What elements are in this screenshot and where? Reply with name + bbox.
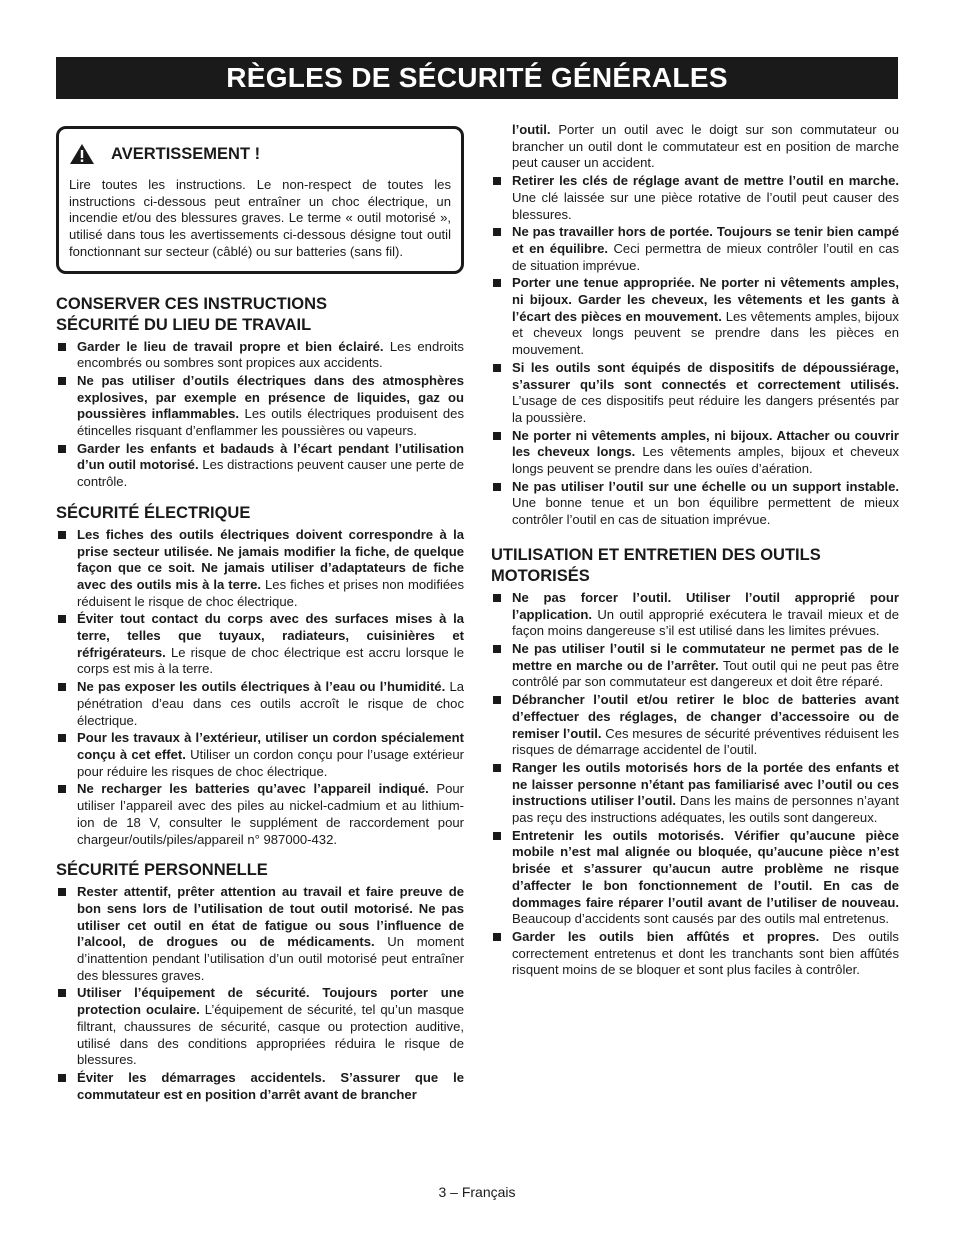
electrical-list	[56, 527, 464, 848]
bullet-square-icon	[58, 343, 66, 351]
item-bold: Utiliser l’équipement de sécurité. Toujours porter une protection oculaire.	[77, 985, 464, 1018]
item-text: Un outil approprié exécutera le travail mieux et de façon moins dangereuse s’il est utilisé dans les limites prévues.	[512, 606, 899, 639]
item-bold: Débrancher l’outil et/ou retirer le bloc de batteries avant d’effectuer des réglages, de changer d’accessoire ou de remiser l’outil.	[512, 692, 899, 741]
bullet-square-icon	[58, 531, 66, 539]
section-heading-use-care	[491, 545, 899, 587]
heading-line: CONSERVER CES INSTRUCTIONS	[56, 294, 328, 313]
bullet-square-icon	[493, 483, 501, 491]
bullet-square-icon	[58, 734, 66, 742]
list-item	[491, 692, 899, 759]
item-bold: Ne pas travailler hors de portée. Toujours se tenir bien campé et en équilibre.	[512, 224, 899, 256]
list-item	[56, 781, 464, 848]
item-bold: Les fiches des outils électriques doivent correspondre à la prise secteur utilisée. Ne jamais modifier la fiche, de quelque façon que ce soit. Ne jamais utiliser d’adaptateurs de fiche avec des outils mis à la terre.	[77, 526, 464, 592]
item-bold: Éviter tout contact du corps avec des surfaces mises à la terre, telles que tuyaux, radiateurs, cuisinières et réfrigérateurs.	[77, 611, 464, 660]
item-bold: Ne recharger les batteries qu’avec l’appareil indiqué.	[77, 781, 429, 797]
personal-list	[56, 884, 464, 1103]
list-item	[56, 339, 464, 372]
item-text: Pour utiliser l’appareil avec des piles au nickel-cadmium et au lithium-ion de 18 V, consulter le supplément de raccordement pour chargeur/outils/piles/appareil n° 987000-432.	[77, 781, 465, 847]
page-title: RÈGLES DE SÉCURITÉ GÉNÉRALES	[56, 57, 898, 99]
warning-text: Lire toutes les instructions. Le non-respect de toutes les instructions ci-dessous peut entraîner un choc électrique, un incendie et/ou des blessures graves. Le terme « outil motorisé », utilisé dans tous les avertissements ci-dessous désigne tout outil fonctionnant sur secteur (câblé) ou sur batteries (sans fil).	[69, 177, 451, 259]
warning-box	[56, 126, 464, 274]
item-text: Ces mesures de sécurité préventives réduisent les risques de démarrage accidentel de l’outil.	[512, 725, 899, 758]
item-bold: Ne pas forcer l’outil. Utiliser l’outil approprié pour l’application.	[512, 589, 899, 622]
item-bold: Porter une tenue appropriée. Ne porter ni vêtements amples, ni bijoux. Garder les cheveux, les vêtements et les gants à l’écart des pièces en mouvement.	[512, 275, 899, 324]
bullet-square-icon	[493, 177, 501, 185]
list-item	[491, 428, 899, 478]
section-heading-workplace	[56, 294, 464, 336]
item-bold: Entretenir les outils motorisés. Vérifier qu’aucune pièce mobile n’est mal alignée ou bloquée, qu’aucune pièce n’est brisée et s’assurer qu’aucun autre problème ne risque d’affecter le bon fonctionnement de l’outil. En cas de dommages faire réparer l’outil avant de l’utiliser de nouveau.	[512, 827, 899, 910]
item-bold: Rester attentif, prêter attention au travail et faire preuve de bon sens lors de l’utilisation de tout outil motorisé. Ne pas utiliser cet outil en état de fatigue ou sous l’influence de l’alcool, de drogues ou de médicaments.	[77, 884, 464, 950]
list-item	[491, 224, 899, 274]
warning-title: AVERTISSEMENT !	[111, 144, 261, 163]
list-item	[56, 611, 464, 678]
item-text: Beaucoup d’accidents sont causés par des outils mal entretenus.	[512, 911, 890, 927]
item-bold: Garder les outils bien affûtés et propres.	[512, 928, 820, 944]
item-bold: Ne porter ni vêtements amples, ni bijoux. Attacher ou couvrir les cheveux longs.	[512, 427, 899, 460]
item-text: L’usage de ces dispositifs peut réduire les dangers présentés par la poussière.	[512, 393, 899, 425]
item-text: Les outils électriques produisent des étincelles risquant d’enflammer les poussières ou vapeurs.	[77, 406, 464, 439]
list-item	[491, 590, 899, 640]
bullet-square-icon	[58, 989, 66, 997]
list-item	[56, 679, 464, 729]
item-text: Des outils correctement entretenus et dont les tranchants sont bien affûtés risquent moins de se bloquer et sont plus faciles à contrôler.	[512, 928, 899, 978]
item-text: Les fiches et prises non modifiées réduisent le risque de choc électrique.	[77, 576, 464, 609]
list-item	[56, 441, 464, 491]
item-text: Ceci permettra de mieux contrôler l’outil en cas de situation imprévue.	[512, 240, 899, 273]
bullet-square-icon	[493, 594, 501, 602]
bullet-square-icon	[58, 785, 66, 793]
list-item	[491, 828, 899, 928]
list-item	[491, 360, 899, 427]
list-item	[56, 373, 464, 440]
bullet-square-icon	[493, 764, 501, 772]
page-footer: 3 – Français	[438, 1184, 516, 1200]
item-bold: l’outil.	[512, 122, 551, 137]
item-bold: Si les outils sont équipés de dispositifs de dépoussiérage, s’assurer qu’ils sont connectés et correctement utilisés.	[512, 359, 899, 392]
item-bold: Pour les travaux à l’extérieur, utiliser un cordon spécialement conçu à cet effet.	[77, 730, 464, 762]
item-bold: Ne pas utiliser d’outils électriques dans des atmosphères explosives, par exemple en présence de liquides, gaz ou poussières inflammables.	[77, 372, 464, 422]
heading-line: MOTORISÉS	[491, 566, 590, 585]
item-bold: Ranger les outils motorisés hors de la portée des enfants et ne laisser personne n’étant pas familiarisé avec l’outil ou ces instructions utiliser l’outil.	[512, 759, 899, 809]
item-text: Une clé laissée sur une pièce rotative de l’outil peut causer des blessures.	[512, 189, 899, 222]
item-text: Les vêtements amples, bijoux et cheveux longs peuvent se prendre dans les pièces en mouvement.	[512, 308, 899, 358]
item-bold: Garder les enfants et badauds à l’écart pendant l’utilisation d’un outil motorisé.	[77, 440, 464, 473]
bullet-square-icon	[493, 364, 501, 372]
bullet-square-icon	[58, 683, 66, 691]
bullet-square-icon	[493, 696, 501, 704]
personal-list-continued	[491, 122, 899, 529]
bullet-square-icon	[493, 279, 501, 287]
item-text: Un moment d’inattention pendant l’utilisation d’un outil motorisé peut entraîner des blessures graves.	[77, 934, 464, 983]
item-text: Les endroits encombrés ou sombres sont propices aux accidents.	[77, 338, 464, 371]
list-item	[56, 730, 464, 780]
item-bold: Garder le lieu de travail propre et bien éclairé.	[77, 338, 384, 354]
bullet-square-icon	[58, 615, 66, 623]
item-text: Les vêtements amples, bijoux et cheveux longs peuvent se prendre dans les ouïes d’aération.	[512, 444, 900, 477]
item-text: Dans les mains de personnes n’ayant pas reçu des instructions adéquates, les outils sont dangereux.	[512, 793, 899, 826]
list-item	[56, 884, 464, 984]
bullet-square-icon	[493, 432, 501, 440]
bullet-square-icon	[58, 377, 66, 385]
item-bold: Ne pas utiliser l’outil si le commutateur ne permet pas de le mettre en marche ou de l’arrêter.	[512, 640, 899, 673]
bullet-square-icon	[58, 1074, 66, 1082]
section-heading-personal: SÉCURITÉ PERSONNELLE	[56, 861, 268, 880]
list-item	[491, 173, 899, 223]
item-bold: Retirer les clés de réglage avant de mettre l’outil en marche.	[512, 173, 899, 189]
list-item	[56, 1070, 464, 1103]
heading-line: UTILISATION ET ENTRETIEN DES OUTILS	[491, 545, 821, 564]
warning-triangle-icon	[69, 143, 95, 165]
bullet-square-icon	[58, 888, 66, 896]
bullet-square-icon	[493, 645, 501, 653]
item-text: Tout outil qui ne peut pas être contrôlé par son commutateur est dangereux et doit être réparé.	[512, 657, 899, 690]
section-heading-electrical: SÉCURITÉ ÉLECTRIQUE	[56, 503, 251, 522]
warning-header	[69, 143, 451, 165]
item-bold: Ne pas utiliser l’outil sur une échelle ou un support instable.	[512, 478, 899, 494]
list-item	[491, 479, 899, 529]
list-item	[491, 641, 899, 691]
workplace-list	[56, 339, 464, 491]
bullet-square-icon	[493, 832, 501, 840]
list-item-continued	[491, 122, 899, 172]
bullet-square-icon	[493, 228, 501, 236]
bullet-square-icon	[58, 445, 66, 453]
heading-line: SÉCURITÉ DU LIEU DE TRAVAIL	[56, 315, 312, 334]
left-column	[56, 122, 464, 1104]
list-item	[491, 929, 899, 979]
item-bold: Éviter les démarrages accidentels. S’assurer que le commutateur est en position d’arrêt avant de brancher	[77, 1069, 464, 1102]
right-column	[491, 122, 899, 980]
list-item	[491, 760, 899, 827]
use-care-list	[491, 590, 899, 979]
bullet-square-icon	[493, 933, 501, 941]
item-text: Utiliser un cordon conçu pour l’usage extérieur pour réduire les risques de choc électrique.	[77, 746, 464, 779]
item-text: Porter un outil avec le doigt sur son commutateur ou brancher un outil dont le commutateur est en position de marche peut causer un accident.	[512, 122, 899, 171]
list-item	[491, 275, 899, 359]
item-text: Une bonne tenue et un bon équilibre permettent de mieux contrôler l’outil en cas de situation imprévue.	[512, 495, 899, 528]
list-item	[56, 527, 464, 611]
item-text: L’équipement de sécurité, tel qu’un masque filtrant, chaussures de sécurité, casque ou protection auditive, utilisé dans des conditions appropriées réduira le risque de blessures.	[77, 1002, 464, 1068]
item-bold: Ne pas exposer les outils électriques à l’eau ou l’humidité.	[77, 679, 446, 695]
item-text: Les distractions peuvent causer une perte de contrôle.	[77, 457, 464, 490]
item-text: Le risque de choc électrique est accru lorsque le corps est mis à la terre.	[77, 644, 464, 677]
list-item	[56, 985, 464, 1069]
item-text: La pénétration d’eau dans ces outils accroît le risque de choc électrique.	[77, 679, 465, 728]
